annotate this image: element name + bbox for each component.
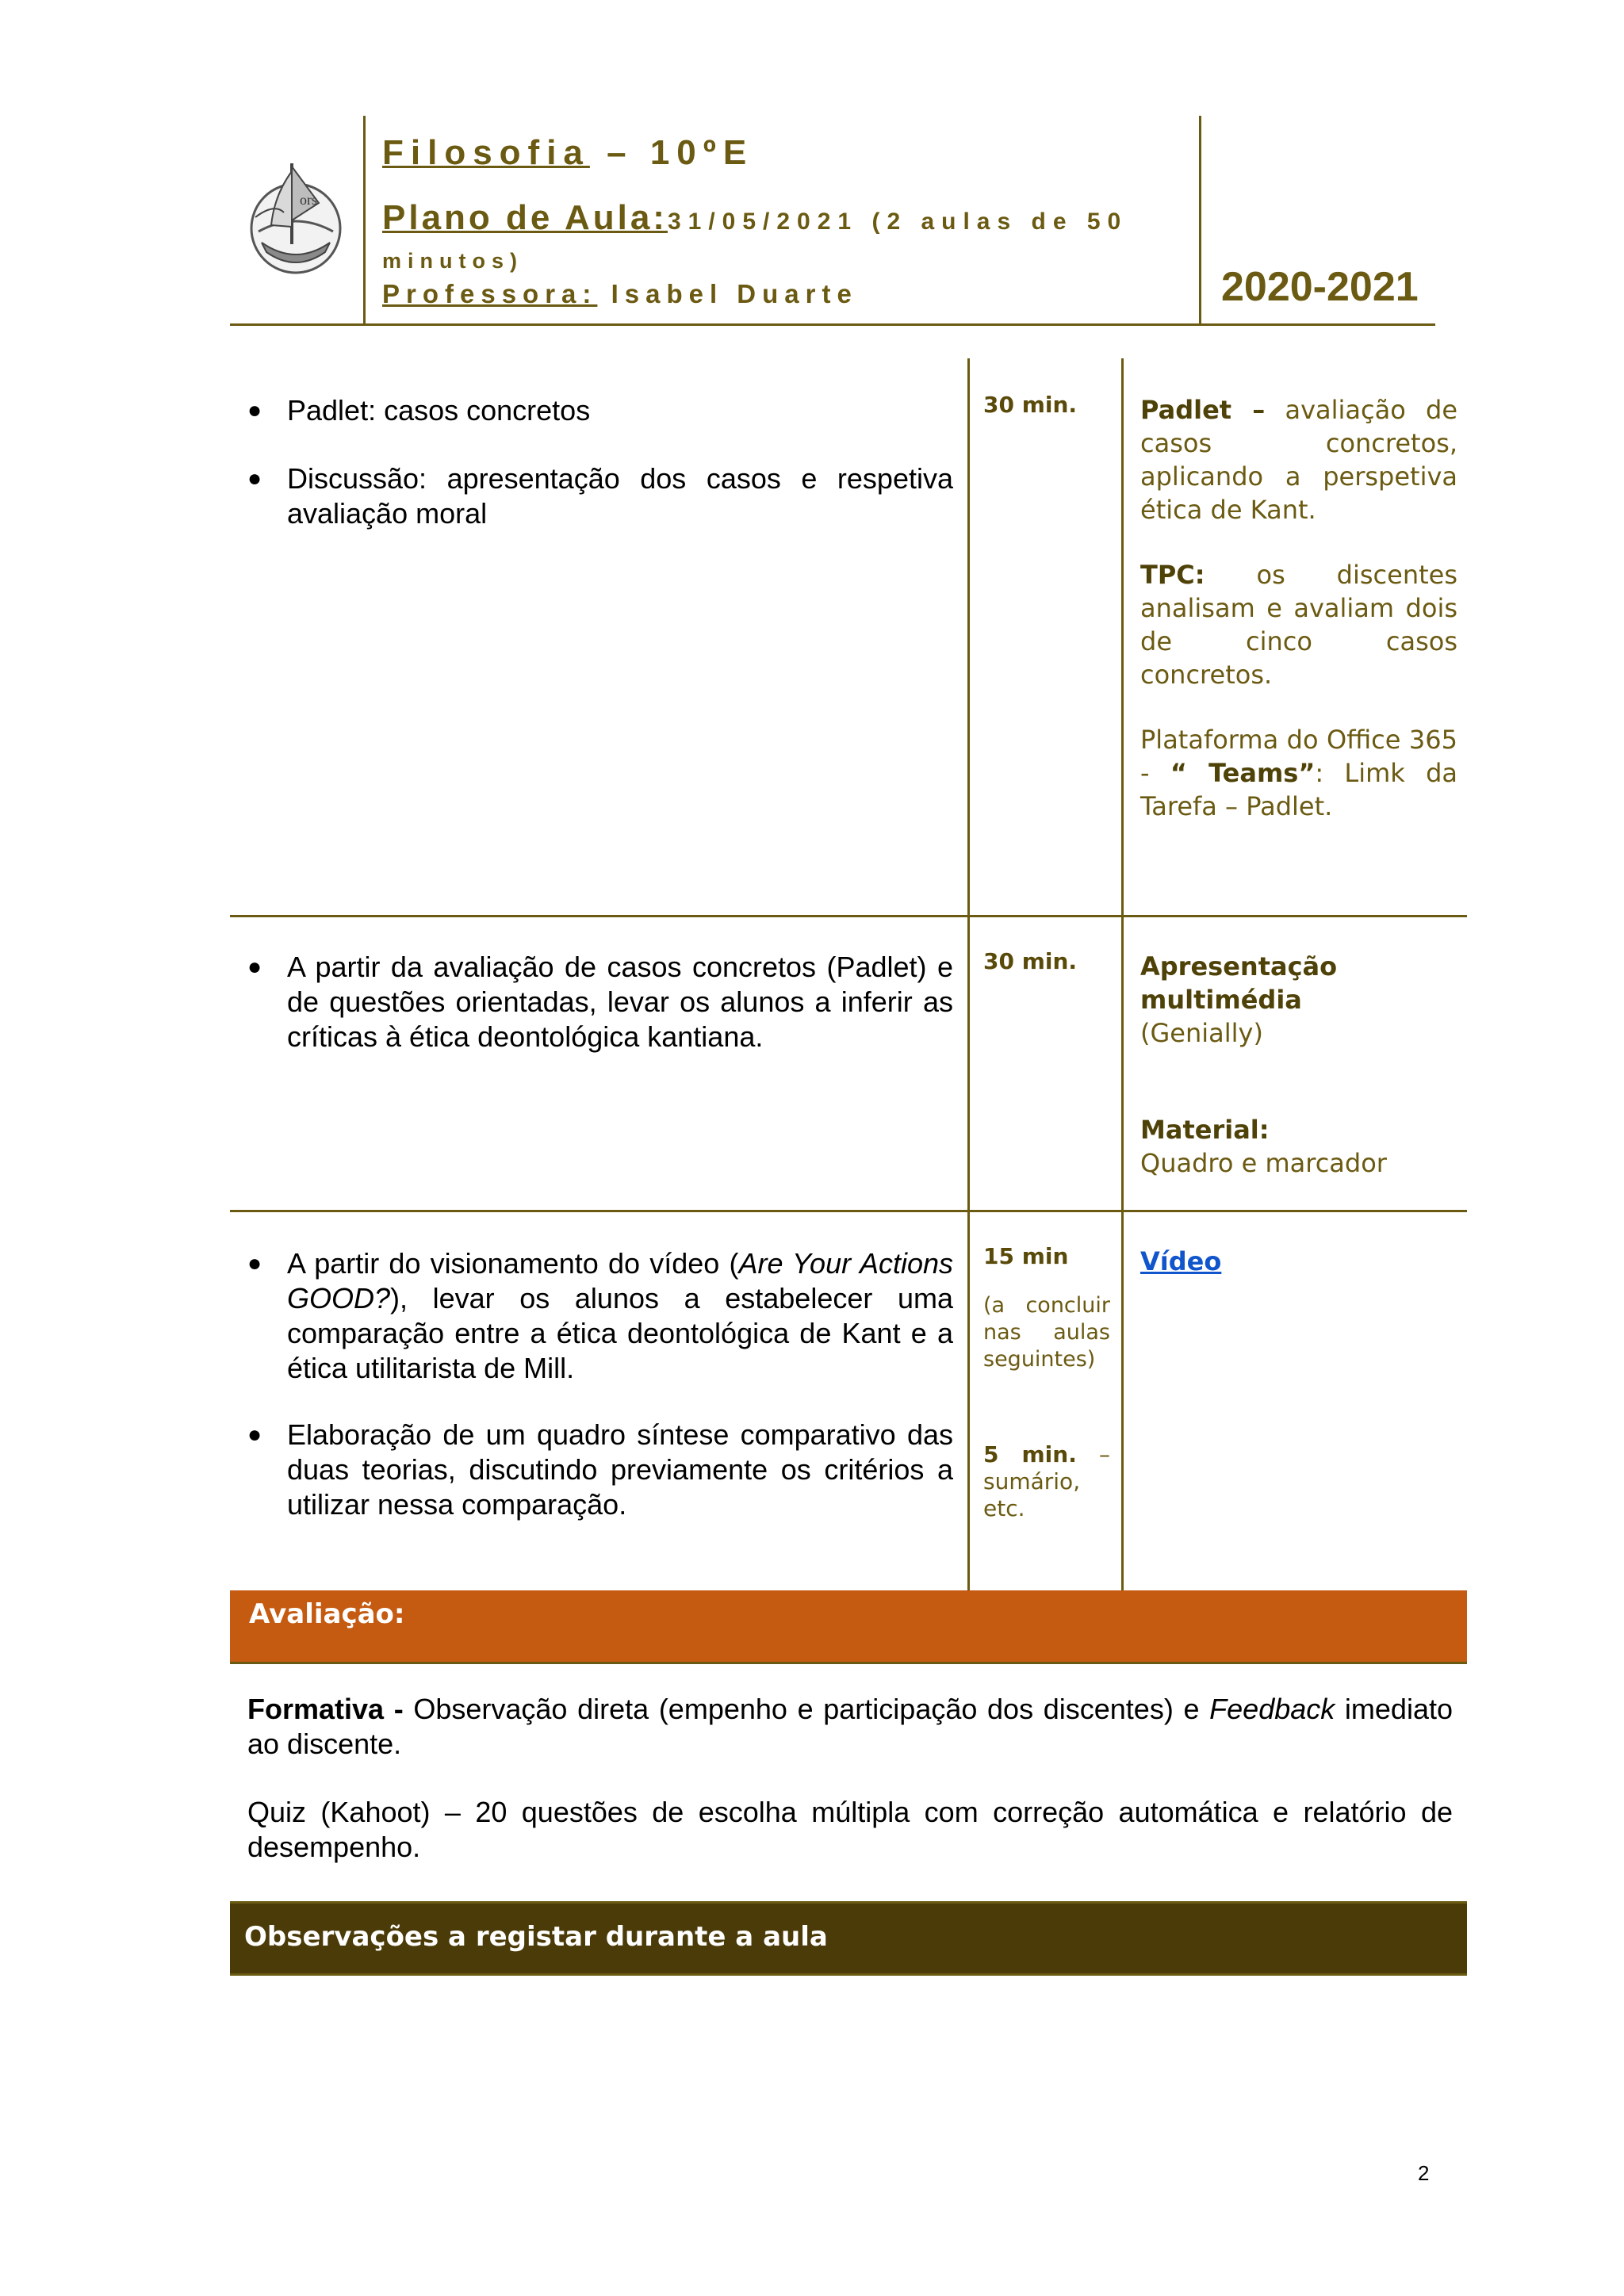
evaluation-quiz: Quiz (Kahoot) – 20 questões de escolha múltipla com correção automática e relatório de desempenho.	[247, 1796, 1453, 1863]
observations-header-bar	[230, 1901, 1467, 1976]
row1-time: 30 min.	[983, 392, 1078, 418]
row2-resources: Apresentação multimédia (Genially) Material: Quadro e marcador	[1140, 951, 1387, 1178]
table-row-divider-1	[230, 915, 1467, 917]
svg-text:ors: ors	[300, 192, 317, 208]
school-logo-icon	[243, 155, 349, 285]
table-col-divider-1	[967, 358, 970, 1592]
row3-resources	[1140, 1245, 1457, 1278]
table-row-divider-2	[230, 1210, 1467, 1212]
row1-bullet-2: ● Discussão: apresentação dos casos e respetiva avaliação moral	[247, 462, 953, 530]
header-lesson-plan-cont: minutos)	[382, 249, 523, 273]
table-col-divider-2	[1121, 358, 1124, 1592]
row2-time: 30 min.	[983, 948, 1078, 974]
header-teacher: Professora: Isabel Duarte	[382, 279, 858, 308]
evaluation-header-bar	[230, 1590, 1467, 1664]
header-bottom-rule	[230, 323, 1435, 326]
row2-bullet-1: ● A partir da avaliação de casos concretos (Padlet) e de questões orientadas, levar os alunos a inferir as críticas à ética deontológica kantiana.	[247, 951, 953, 1053]
row1-resources: Padlet – avaliação de casos concretos, aplicando a perspetiva ética de Kant. TPC: os discentes analisam e avaliam dois de cinco casos concretos. Plataforma do Office 365 - “ Teams”: Limk da Tarefa – Padlet.	[1140, 395, 1458, 821]
header-divider-left	[363, 116, 366, 325]
row3-bullet-2: ● Elaboração de um quadro síntese comparativo das duas teorias, discutindo previamente os critérios a utilizar nessa comparação.	[247, 1418, 953, 1521]
header-lesson-plan: Plano de Aula:31/05/2021 (2 aulas de 50	[382, 198, 1128, 237]
video-link[interactable]: Vídeo	[1140, 1246, 1222, 1276]
page-number: 2	[1418, 2161, 1430, 2185]
row1-bullet-1: ● Padlet: casos concretos	[247, 394, 591, 427]
evaluation-title: Avaliação:	[249, 1598, 405, 1630]
observations-title: Observações a registar durante a aula	[244, 1921, 828, 1953]
row3-time: 15 min (a concluir nas aulas seguintes) 5 min. – sumário, etc.	[983, 1243, 1111, 1521]
header-divider-right	[1199, 116, 1201, 325]
header-subject: Filosofia – 10ºE	[382, 133, 754, 172]
row3-bullet-1: ● A partir do visionamento do vídeo (Are Your Actions GOOD?), levar os alunos a estabelecer uma comparação entre a ética deontológica de Kant e a ética utilitarista de Mill.	[247, 1247, 954, 1384]
evaluation-formative: Formativa - Observação direta (empenho e participação dos discentes) e Feedback imediato ao discente.	[247, 1693, 1453, 1760]
header-school-year: 2020-2021	[1221, 264, 1419, 310]
